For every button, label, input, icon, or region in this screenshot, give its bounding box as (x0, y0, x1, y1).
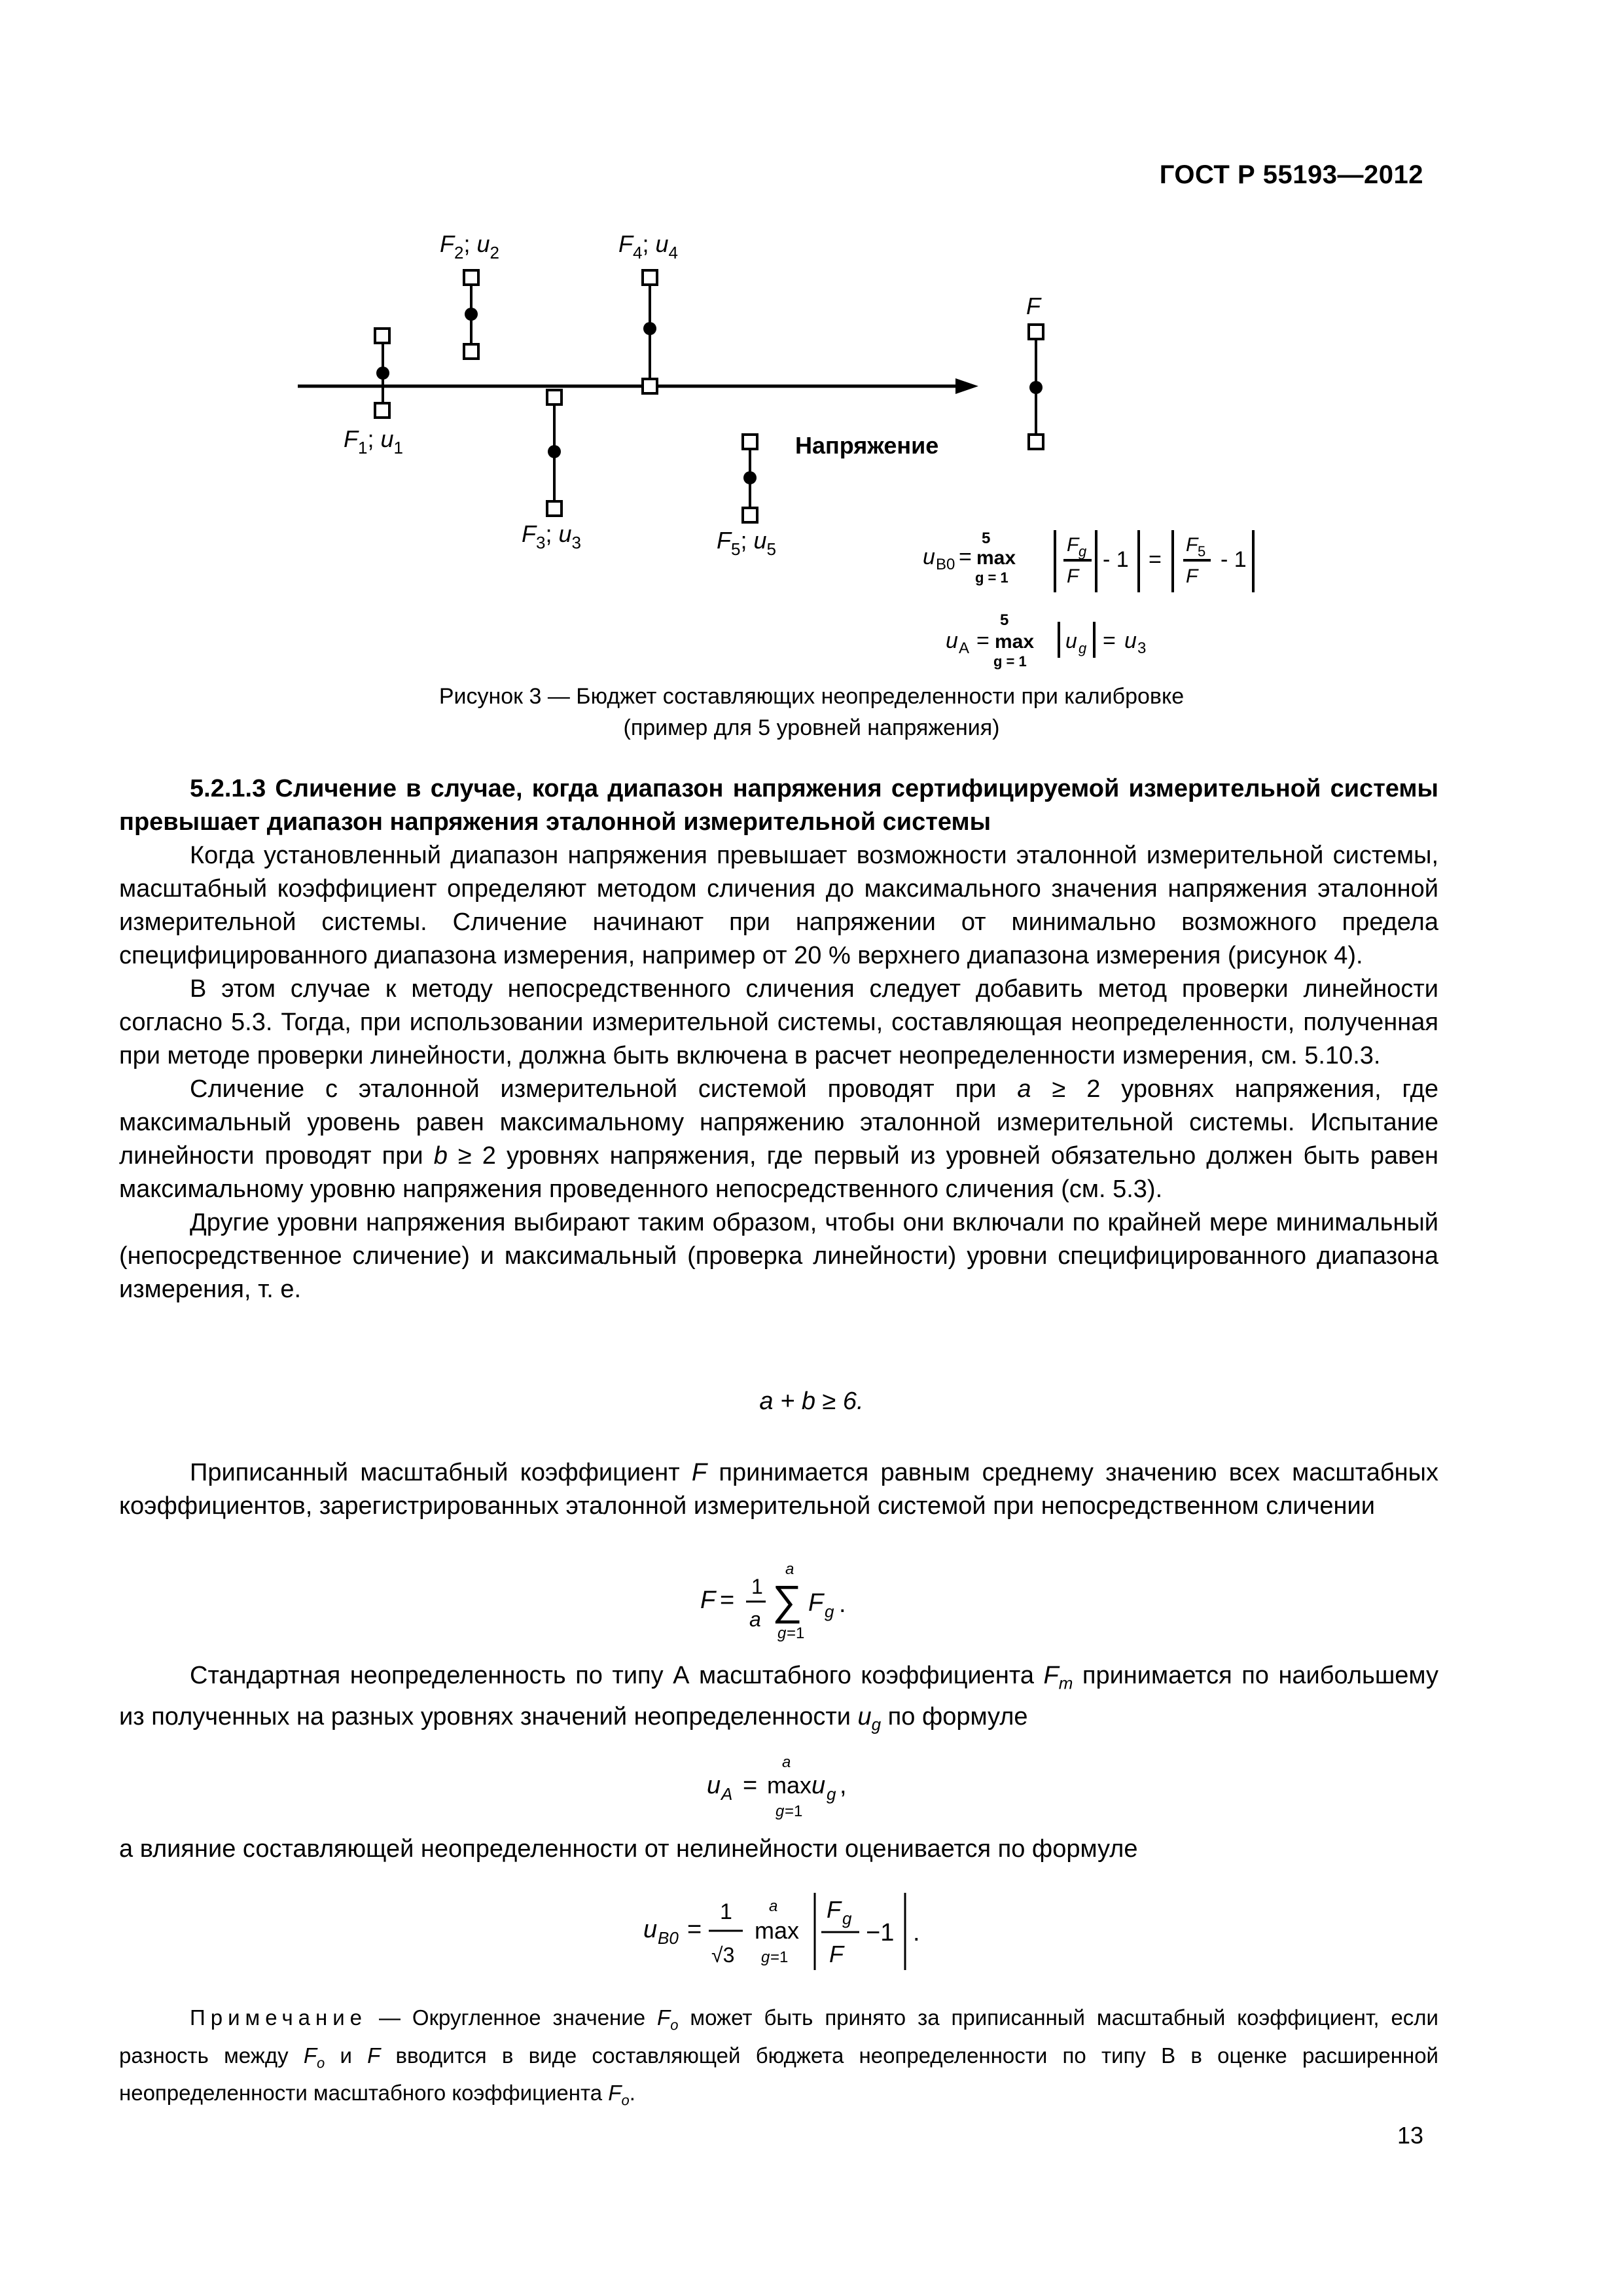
svg-text:u: u (812, 1772, 826, 1799)
formula-ua (694, 1741, 903, 1826)
svg-text:=: = (976, 628, 990, 653)
svg-text:a: a (769, 1897, 778, 1915)
formula-a-plus-b: a + b ≥ 6. (759, 1388, 864, 1415)
formula-mean-f (694, 1561, 903, 1653)
caption-line-1: Рисунок 3 — Бюджет составляющих неопределенности при калибровке (438, 684, 1185, 709)
svg-text:1: 1 (720, 1899, 732, 1924)
paragraph-1: Когда установленный диапазон напряжения превышает возможности эталонной измерительной системы, масштабный коэффициент определяют методом сличения до максимального значения напряжения эталонной измерительной системы. Сличение начинают при напряжении от минимально возможного предела специфицированного диапазона измерения, например от 20 % верхнего диапазона измерения (рисунок 4). (119, 842, 1438, 969)
paragraph-6-block (119, 1659, 1438, 1741)
svg-text:F: F (827, 1896, 841, 1923)
svg-text:g: g (777, 1624, 787, 1642)
svg-text:F: F (700, 1587, 716, 1614)
svg-text:,: , (840, 1772, 847, 1799)
svg-text:√3: √3 (711, 1943, 735, 1967)
svg-text:5: 5 (1000, 611, 1009, 629)
paragraph-2: В этом случае к методу непосредственного сличения следует добавить метод проверки линейности согласно 5.3. Тогда, при использовании измерительной системы, составляющая неопределенности, полученная при методе проверки линейности, должна быть включена в расчет неопределенности измерения, см. 5.10.3. (119, 975, 1438, 1069)
standard-number: ГОСТ Р 55193—2012 (1159, 160, 1423, 189)
svg-text:B0: B0 (658, 1928, 679, 1948)
paragraph-7-block (119, 1833, 1438, 1866)
svg-text:u: u (923, 545, 935, 569)
svg-text:g: g (1079, 543, 1087, 560)
svg-text:max: max (976, 547, 1016, 569)
axis-arrowhead (955, 378, 978, 394)
svg-text:.: . (839, 1590, 846, 1618)
svg-text:5: 5 (1198, 543, 1206, 560)
uncertainty-budget-diagram (0, 0, 1623, 694)
svg-text:=: = (720, 1587, 735, 1614)
label-f2: $F_2$; $u_2$ (440, 230, 499, 262)
svg-text:a: a (785, 1561, 794, 1578)
svg-text:g = 1: g = 1 (975, 569, 1008, 586)
note-label: Примечание (190, 2005, 368, 2030)
formula-ub0 (638, 1878, 952, 1990)
svg-text:F: F (1067, 565, 1079, 587)
label-f5: $F_5$; $u_5$ (717, 527, 776, 559)
svg-text:=1: =1 (787, 1624, 805, 1642)
svg-text:g: g (825, 1602, 834, 1621)
paragraph-4: Другие уровни напряжения выбирают таким образом, чтобы они включали по крайней мере минимальный (непосредственное сличение) и максимальный (проверка линейности) уровни специфицированного диапазона измерения, т. е. (119, 1209, 1438, 1303)
svg-text:g: g (761, 1948, 770, 1966)
svg-text:.: . (913, 1919, 920, 1946)
caption-line-2: (пример для 5 уровней напряжения) (623, 715, 1000, 740)
svg-text:a: a (749, 1607, 761, 1631)
label-f1: $F_1$; $u_1$ (344, 425, 403, 457)
note-block (119, 2003, 1438, 2116)
svg-text:a: a (782, 1753, 791, 1771)
section-heading: 5.2.1.3 Сличение в случае, когда диапазон напряжения сертифицируемой измерительной системы превышает диапазон напряжения эталонной измерительной системы (119, 775, 1438, 836)
svg-text:∑: ∑ (772, 1577, 802, 1624)
section-body (119, 772, 1438, 1306)
svg-text:g = 1: g = 1 (993, 653, 1027, 670)
label-f: F (1026, 293, 1041, 319)
svg-text:=: = (687, 1916, 702, 1943)
svg-text:−1: −1 (866, 1919, 895, 1946)
paragraph-5: Приписанный масштабный коэффициент F принимается равным среднему значению всех масштабных коэффициентов, зарегистрированных эталонной измерительной системой при непосредственном сличении (119, 1459, 1438, 1520)
svg-text:g: g (776, 1803, 785, 1820)
paragraph-3: Сличение с эталонной измерительной системой проводят при a ≥ 2 уровнях напряжения, где максимальный уровень равен максимальному напряжению эталонной измерительной системы. Испытание линейности проводят при b ≥ 2 уровнях напряжения, где первый из уровней обязательно должен быть равен максимальному уровню напряжения проведенного непосредственного сличения (см. 5.3). (119, 1075, 1438, 1203)
page-number: 13 (1397, 2122, 1423, 2149)
svg-text:u: u (643, 1916, 658, 1943)
axis-label: Напряжение (795, 432, 939, 459)
svg-text:max: max (767, 1772, 812, 1799)
svg-text:u: u (1065, 629, 1077, 653)
svg-text:F: F (829, 1941, 844, 1967)
figure-formulas (903, 517, 1270, 681)
svg-text:=1: =1 (785, 1803, 803, 1820)
svg-text:u: u (707, 1772, 721, 1799)
label-f4: $F_4$; $u_4$ (618, 230, 678, 262)
svg-text:max: max (755, 1917, 800, 1944)
svg-text:F: F (1186, 565, 1198, 587)
figure-caption (0, 681, 1623, 744)
svg-text:- 1: - 1 (1221, 547, 1247, 572)
svg-text:A: A (721, 1784, 733, 1804)
label-f3: $F_3$; $u_3$ (522, 520, 581, 552)
svg-text:=: = (959, 545, 972, 569)
svg-text:- 1: - 1 (1103, 547, 1129, 572)
svg-text:g: g (1079, 640, 1087, 656)
svg-text:3: 3 (1137, 639, 1147, 657)
svg-text:u: u (1124, 628, 1137, 653)
paragraph-7: а влияние составляющей неопределенности от нелинейности оценивается по формуле (119, 1835, 1138, 1863)
svg-text:B0: B0 (936, 556, 955, 573)
svg-text:=1: =1 (770, 1948, 789, 1966)
svg-text:=: = (1103, 628, 1116, 653)
svg-text:g: g (827, 1784, 836, 1804)
svg-text:max: max (995, 631, 1035, 653)
svg-text:=: = (743, 1772, 758, 1799)
note-text: Примечание — Округленное значение $F_o$ может быть принято за приписанный масштабный коэффициент, если разность между $F_o$ и F вводится в виде составляющей бюджета неопределенности по типу В в оценке расширенной неопределенности масштабного коэффициента $F_o$. (119, 2005, 1438, 2109)
svg-text:F: F (1067, 534, 1079, 556)
svg-text:u: u (946, 628, 958, 653)
svg-text:g: g (842, 1909, 852, 1928)
paragraph-6: Стандартная неопределенность по типу А масштабного коэффициента $F_m$ принимается по наибольшему из полученных на разных уровнях значений неопределенности $u_g$ по формуле (119, 1662, 1438, 1734)
svg-text:A: A (959, 639, 970, 657)
svg-text:=: = (1149, 547, 1162, 572)
svg-text:F: F (808, 1589, 824, 1617)
svg-text:1: 1 (751, 1575, 763, 1598)
svg-text:5: 5 (982, 529, 991, 547)
svg-text:F: F (1186, 534, 1198, 556)
paragraph-5-block (119, 1456, 1438, 1523)
